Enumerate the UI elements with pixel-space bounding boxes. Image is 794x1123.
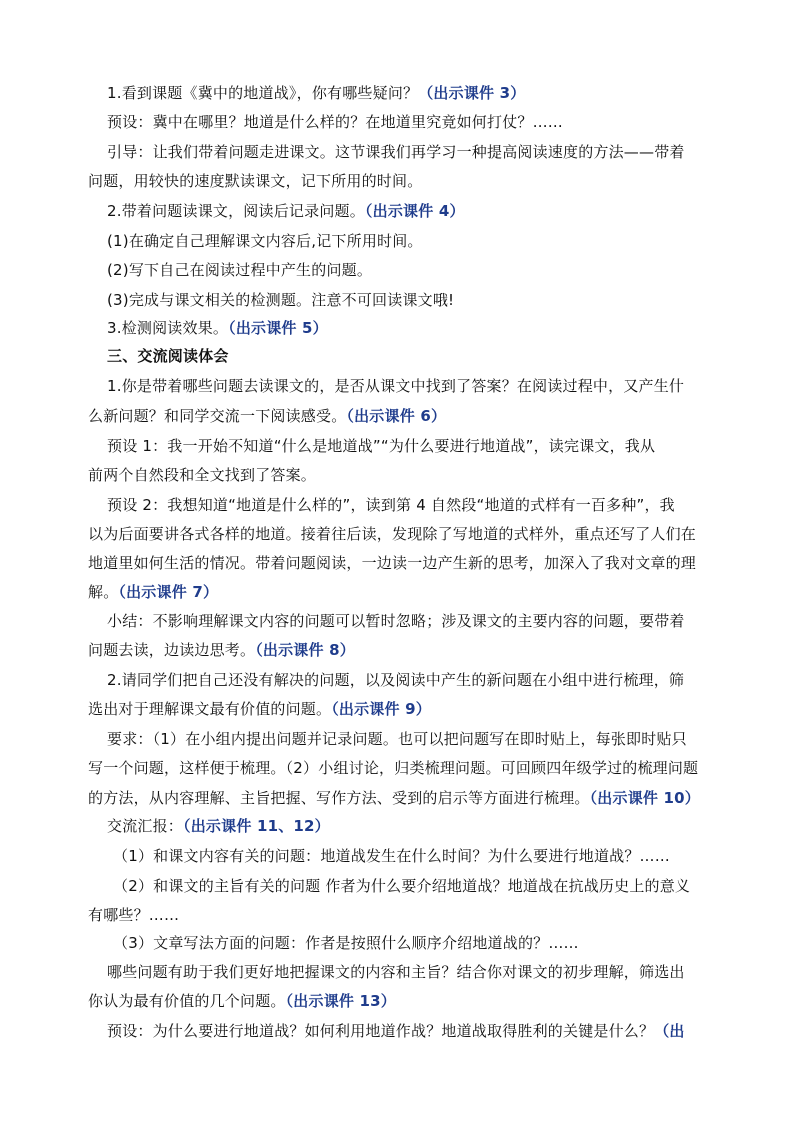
text-segment: 以为后面要讲各式各样的地道。接着往后读，发现除了写地道的式样外，重点还写了人们在 xyxy=(88,525,697,543)
paragraph-line xyxy=(107,495,675,515)
paragraph-line xyxy=(107,436,655,456)
text-segment: (1)在确定自己理解课文内容后,记下所用时间。 xyxy=(107,232,423,250)
paragraph-line xyxy=(113,846,670,866)
paragraph-line xyxy=(107,83,525,103)
paragraph-line xyxy=(88,640,355,660)
paragraph-line xyxy=(88,582,218,602)
courseware-ref: （出示课件 11、12） xyxy=(183,817,330,835)
text-segment: 解。 xyxy=(88,583,119,601)
paragraph-line xyxy=(107,142,685,162)
text-segment: 前两个自然段和全文找到了答案。 xyxy=(88,466,317,484)
text-segment: 交流汇报： xyxy=(107,817,184,835)
courseware-ref: （出示课件 5） xyxy=(228,319,328,337)
courseware-ref: （出示课件 10） xyxy=(589,789,701,807)
text-segment: 问题，用较快的速度默读课文，记下所用的时间。 xyxy=(88,172,423,190)
text-segment: 预设：为什么要进行地道战？如何利用地道作战？地道战取得胜利的关键是什么？ xyxy=(107,1022,655,1040)
courseware-ref: （出示课件 7） xyxy=(118,583,219,601)
paragraph-line xyxy=(88,991,396,1011)
paragraph-line xyxy=(107,112,563,132)
text-segment: （2）和课文的主旨有关的问题 作者为什么要介绍地道战？地道战在抗战历史上的意义 xyxy=(113,877,691,895)
text-segment: 3.检测阅读效果。 xyxy=(107,319,229,337)
paragraph-line xyxy=(88,905,179,925)
text-segment: 问题去读，边读边思考。 xyxy=(88,641,256,659)
text-segment: 的方法，从内容理解、主旨把握、写作方法、受到的启示等方面进行梳理。 xyxy=(88,789,590,807)
paragraph-line xyxy=(107,962,685,982)
text-segment: 1.看到课题《冀中的地道战》，你有哪些疑问？ xyxy=(107,84,419,102)
paragraph-line xyxy=(88,553,696,573)
text-segment: 2.带着问题读课文，阅读后记录问题。 xyxy=(107,202,365,220)
text-segment: 1.你是带着哪些问题去读课文的，是否从课文中找到了答案？在阅读过程中，又产生什 xyxy=(107,377,685,395)
courseware-ref: （出示课件 3） xyxy=(418,84,526,102)
paragraph-line xyxy=(113,933,579,953)
paragraph-line xyxy=(88,699,431,719)
text-segment: 三、交流阅读体会 xyxy=(107,347,229,365)
paragraph-line xyxy=(88,465,316,485)
paragraph-line xyxy=(88,406,446,426)
text-segment: 选出对于理解课文最有价值的问题。 xyxy=(88,700,332,718)
text-segment: 引导：让我们带着问题走进课文。这节课我们再学习一种提高阅读速度的方法——带着 xyxy=(107,143,685,161)
paragraph-line xyxy=(113,876,690,896)
paragraph-line xyxy=(107,729,687,749)
text-segment: 预设 1：我一开始不知道“什么是地道战”“为什么要进行地道战”，读完课文，我从 xyxy=(107,437,656,455)
paragraph-line xyxy=(107,318,328,338)
paragraph-line xyxy=(107,670,684,690)
paragraph-line xyxy=(107,290,454,310)
text-segment: 有哪些？…… xyxy=(88,906,180,924)
paragraph-line xyxy=(88,524,696,544)
paragraph-line xyxy=(88,788,700,808)
text-segment: 预设：冀中在哪里？地道是什么样的？在地道里究竟如何打仗？…… xyxy=(107,113,564,131)
paragraph-line xyxy=(88,171,422,191)
paragraph-line xyxy=(107,611,685,631)
paragraph-line xyxy=(107,1021,685,1041)
courseware-ref: （出示课件 13） xyxy=(285,992,397,1010)
paragraph-line xyxy=(107,376,684,396)
text-segment: 预设 2：我想知道“地道是什么样的”，读到第 4 自然段“地道的式样有一百多种”，我 xyxy=(107,496,675,514)
text-segment: 小结：不影响理解课文内容的问题可以暂时忽略；涉及课文的主要内容的问题，要带着 xyxy=(107,612,685,630)
paragraph-line xyxy=(107,260,372,280)
text-segment: 哪些问题有助于我们更好地把握课文的内容和主旨？结合你对课文的初步理解，筛选出 xyxy=(107,963,685,981)
paragraph-line xyxy=(88,758,698,778)
text-segment: 么新问题？和同学交流一下阅读感受。 xyxy=(88,407,347,425)
text-segment: （3）文章写法方面的问题：作者是按照什么顺序介绍地道战的？…… xyxy=(113,934,579,952)
courseware-ref: （出示课件 4） xyxy=(364,202,465,220)
paragraph-line xyxy=(107,201,465,221)
text-segment: （1）和课文内容有关的问题：地道战发生在什么时间？为什么要进行地道战？…… xyxy=(113,847,670,865)
courseware-ref: （出 xyxy=(654,1022,685,1040)
courseware-ref: （出示课件 6） xyxy=(346,407,447,425)
paragraph-line xyxy=(107,816,330,836)
courseware-ref: （出示课件 9） xyxy=(331,700,431,718)
text-segment: (2)写下自己在阅读过程中产生的问题。 xyxy=(107,261,373,279)
text-segment: 写一个问题，这样便于梳理。（2）小组讨论，归类梳理问题。可回顾四年级学过的梳理问题 xyxy=(88,759,699,777)
text-segment: 地道里如何生活的情况。带着问题阅读，一边读一边产生新的思考，加深入了我对文章的理 xyxy=(88,554,697,572)
paragraph-line xyxy=(107,231,423,251)
courseware-ref: （出示课件 8） xyxy=(255,641,355,659)
text-segment: 要求：（1）在小组内提出问题并记录问题。也可以把问题写在即时贴上，每张即时贴只 xyxy=(107,730,687,748)
text-segment: 你认为最有价值的几个问题。 xyxy=(88,992,286,1010)
paragraph-line xyxy=(107,346,229,366)
text-segment: 2.请同学们把自己还没有解决的问题，以及阅读中产生的新问题在小组中进行梳理，筛 xyxy=(107,671,685,689)
text-segment: (3)完成与课文相关的检测题。注意不可回读课文哦! xyxy=(107,291,455,309)
